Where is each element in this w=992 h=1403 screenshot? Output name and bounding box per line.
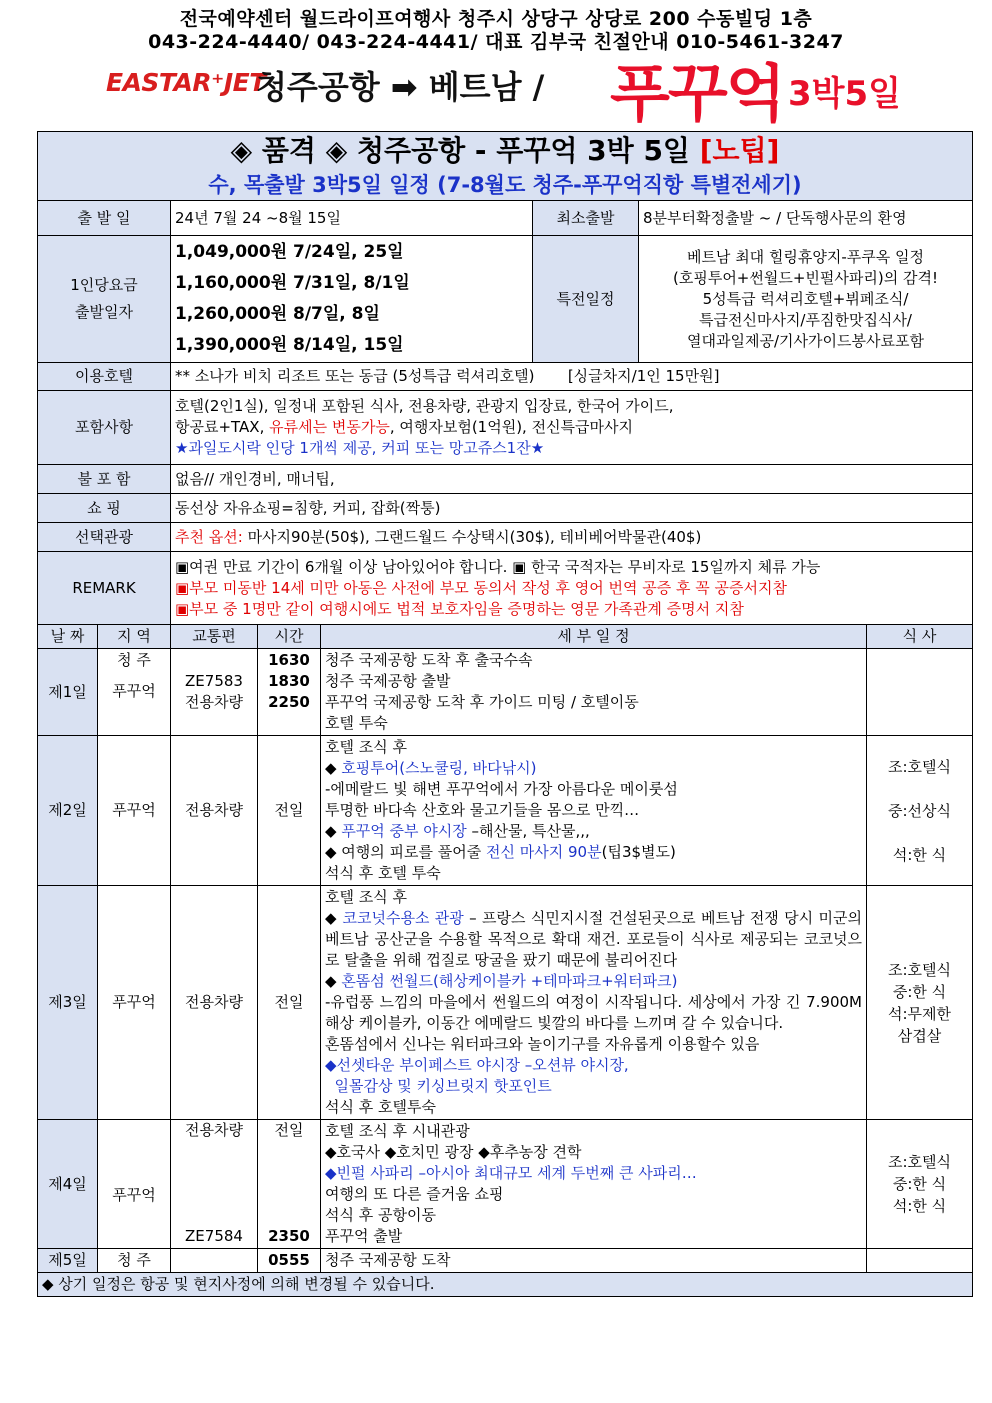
footnote: ◆ 상기 일정은 항공 및 현지사정에 의해 변경될 수 있습니다. [38, 1273, 973, 1297]
include-value: 호텔(2인1실), 일정내 포함된 식사, 전용차량, 관광지 입장료, 한국어 가이드, 항공료+TAX, 유류세는 변동가능, 여행자보험(1억원), 전신특급마사지 ★과일도시락 인당 1개씩 제공, 커피 또는 망고쥬스1잔★ [171, 391, 973, 465]
include-label: 포함사항 [38, 391, 171, 465]
day-label: 제1일 [38, 649, 98, 736]
price-row: 1,260,000원 8/7일, 8일 [175, 304, 380, 324]
price-row: 1,390,000원 8/14일, 15일 [175, 335, 404, 355]
itinerary-table [37, 131, 973, 1297]
transport-cell: 전용차량 ZE7584 [171, 1120, 258, 1249]
detail-cell: 청주 국제공항 도착 [321, 1249, 867, 1273]
day-label: 제4일 [38, 1120, 98, 1249]
price-label: 1인당요금 출발일자 [38, 236, 171, 363]
price-row: 1,160,000원 7/31일, 8/1일 [175, 273, 410, 293]
price-list [171, 236, 533, 363]
meal-cell [867, 649, 973, 736]
transport-cell [171, 1249, 258, 1273]
title-banner [0, 48, 992, 130]
benefit-list: 베트남 최대 힐링휴양지-푸쿠옥 일정 (호핑투어+썬월드+빈펄사파리)의 감격! 5성특급 럭셔리호텔+뷔페조식/ 특급전신마사지/푸짐한맛집식사/ 열대과일제공/기사가이드봉사료포함 [639, 236, 973, 363]
agency-address: 전국예약센터 월드라이프여행사 청주시 상당구 상당로 200 수동빌딩 1층 [179, 8, 813, 30]
exclude-label: 불 포 함 [38, 465, 171, 494]
remark-value: ▣여권 만료 기간이 6개월 이상 남아있어야 합니다. ▣ 한국 국적자는 무비자로 15일까지 체류 가능 ▣부모 미동반 14세 미만 아동은 사전에 부모 동의서 작성 후 영어 번역 공증 후 꼭 공증서지참 ▣부모 중 1명만 같이 여행시에도 법적 보호자임을 증명하는 영문 가족관계 증명서 지참 [171, 552, 973, 625]
col-time: 시간 [258, 625, 321, 649]
min-departure-label: 최소출발 [533, 201, 639, 236]
region-cell: 푸꾸억 [98, 736, 171, 886]
schedule-header-row [38, 625, 973, 649]
route-text: 청주공항 ➡ 베트남 / [256, 68, 545, 106]
col-detail: 세 부 일 정 [321, 625, 867, 649]
region-cell: 푸꾸억 [98, 1120, 171, 1249]
time-cell: 전일 [258, 886, 321, 1120]
hotel-label: 이용호텔 [38, 363, 171, 391]
detail-cell: 청주 국제공항 도착 후 출국수속 청주 국제공항 출발 푸꾸억 국제공항 도착 후 가이드 미팅 / 호텔이동 호텔 투숙 [321, 649, 867, 736]
day-label: 제3일 [38, 886, 98, 1120]
product-title: ◈ 품격 ◈ 청주공항 - 푸꾸억 3박 5일 [노팁] [38, 132, 973, 171]
transport-cell: ZE7583 전용차량 [171, 649, 258, 736]
airline-logo: EASTAR⁺JET [106, 68, 266, 97]
time-cell: 전일 2350 [258, 1120, 321, 1249]
duration-text: 3박5일 [788, 74, 902, 114]
col-region: 지 역 [98, 625, 171, 649]
day-label: 제2일 [38, 736, 98, 886]
hotel-value: ** 소나가 비치 리조트 또는 동급 (5성특급 럭셔리호텔) [싱글차지/1인 15만원] [171, 363, 973, 391]
day-row [38, 649, 973, 736]
day-row [38, 1120, 973, 1249]
day-row [38, 1249, 973, 1273]
option-value: 추천 옵션: 마사지90분(50$), 그랜드월드 수상택시(30$), 테비베어박물관(40$) [171, 523, 973, 552]
detail-cell: 호텔 조식 후 ◆ 호핑투어(스노쿨링, 바다낚시) -에메랄드 빛 해변 푸꾸억에서 가장 아름다운 메이룻섬 투명한 바다속 산호와 물고기들을 몸으로 만끽… ◆ 푸꾸억 중부 야시장 –해산물, 특산물,,, ◆ 여행의 피로를 풀어줄 전신 마사지 90분(팁3$별도) 석식 후 호텔 투숙 [321, 736, 867, 886]
time-cell: 전일 [258, 736, 321, 886]
shopping-label: 쇼 핑 [38, 494, 171, 523]
option-label: 선택관광 [38, 523, 171, 552]
agency-contact: 043-224-4440/ 043-224-4441/ 대표 김부국 친절안내 010-5461-3247 [148, 31, 844, 53]
col-day: 날 짜 [38, 625, 98, 649]
detail-cell: 호텔 조식 후 ◆ 코코넛수용소 관광 – 프랑스 식민지시절 건설된곳으로 베트남 전쟁 당시 미군의 베트남 공산군을 수용할 목적으로 확대 재건. 포로들이 식사로 제공되는 코코넛으로 탈출을 위해 껍질로 땅굴을 팠기 때문에 불리어진다 ◆ 혼똠섬 썬월드(해상케이블카 +테마파크+워터파크) -유럽풍 느낌의 마을에서 썬월드의 여정이 시작됩니다. 세상에서 가장 긴 7.900M 해상 케이블카, 이동간 에메랄드 빛깔의 바다를 느끼며 갈 수 있습니다. 혼똠섬에서 신나는 워터파크와 놀이기구를 자유롭게 이용할수 있음 ◆선셋타운 부이페스트 야시장 –오션뷰 야시장, 일몰감상 및 키싱브릿지 핫포인트 석식 후 호텔투숙 [321, 886, 867, 1120]
transport-cell: 전용차량 [171, 886, 258, 1120]
benefit-label: 특전일정 [533, 236, 639, 363]
region-cell: 청 주 푸꾸억 [98, 649, 171, 736]
transport-cell: 전용차량 [171, 736, 258, 886]
col-transport: 교통편 [171, 625, 258, 649]
product-subtitle: 수, 목출발 3박5일 일정 (7-8월도 청주-푸꾸억직항 특별전세기) [38, 170, 973, 201]
price-row: 1,049,000원 7/24일, 25일 [175, 242, 404, 262]
destination-text: 푸꾸억 [610, 57, 784, 130]
day-row [38, 736, 973, 886]
exclude-value: 없음// 개인경비, 매너팁, [171, 465, 973, 494]
meal-cell: 조:호텔식 중:한 식 석:한 식 [867, 1120, 973, 1249]
departure-value: 24년 7월 24 ~8월 15일 [171, 201, 533, 236]
meal-cell [867, 1249, 973, 1273]
remark-label: REMARK [38, 552, 171, 625]
detail-cell: 호텔 조식 후 시내관광 ◆호국사 ◆호치민 광장 ◆후추농장 견학 ◆빈펄 사파리 –아시아 최대규모 세계 두번째 큰 사파리… 여행의 또 다른 즐거움 쇼핑 석식 후 공항이동 푸꾸억 출발 [321, 1120, 867, 1249]
time-cell: 0555 [258, 1249, 321, 1273]
shopping-value: 동선상 자유쇼핑=침향, 커피, 잡화(짝퉁) [171, 494, 973, 523]
departure-label: 출 발 일 [38, 201, 171, 236]
time-cell: 1630 1830 2250 [258, 649, 321, 736]
meal-cell: 조:호텔식 중:한 식 석:무제한 삼겹살 [867, 886, 973, 1120]
region-cell: 푸꾸억 [98, 886, 171, 1120]
day-label: 제5일 [38, 1249, 98, 1273]
day-row [38, 886, 973, 1120]
meal-cell: 조:호텔식 중:선상식 석:한 식 [867, 736, 973, 886]
min-departure-value: 8분부터확정출발 ~ / 단독행사문의 환영 [639, 201, 973, 236]
region-cell: 청 주 [98, 1249, 171, 1273]
col-meal: 식 사 [867, 625, 973, 649]
